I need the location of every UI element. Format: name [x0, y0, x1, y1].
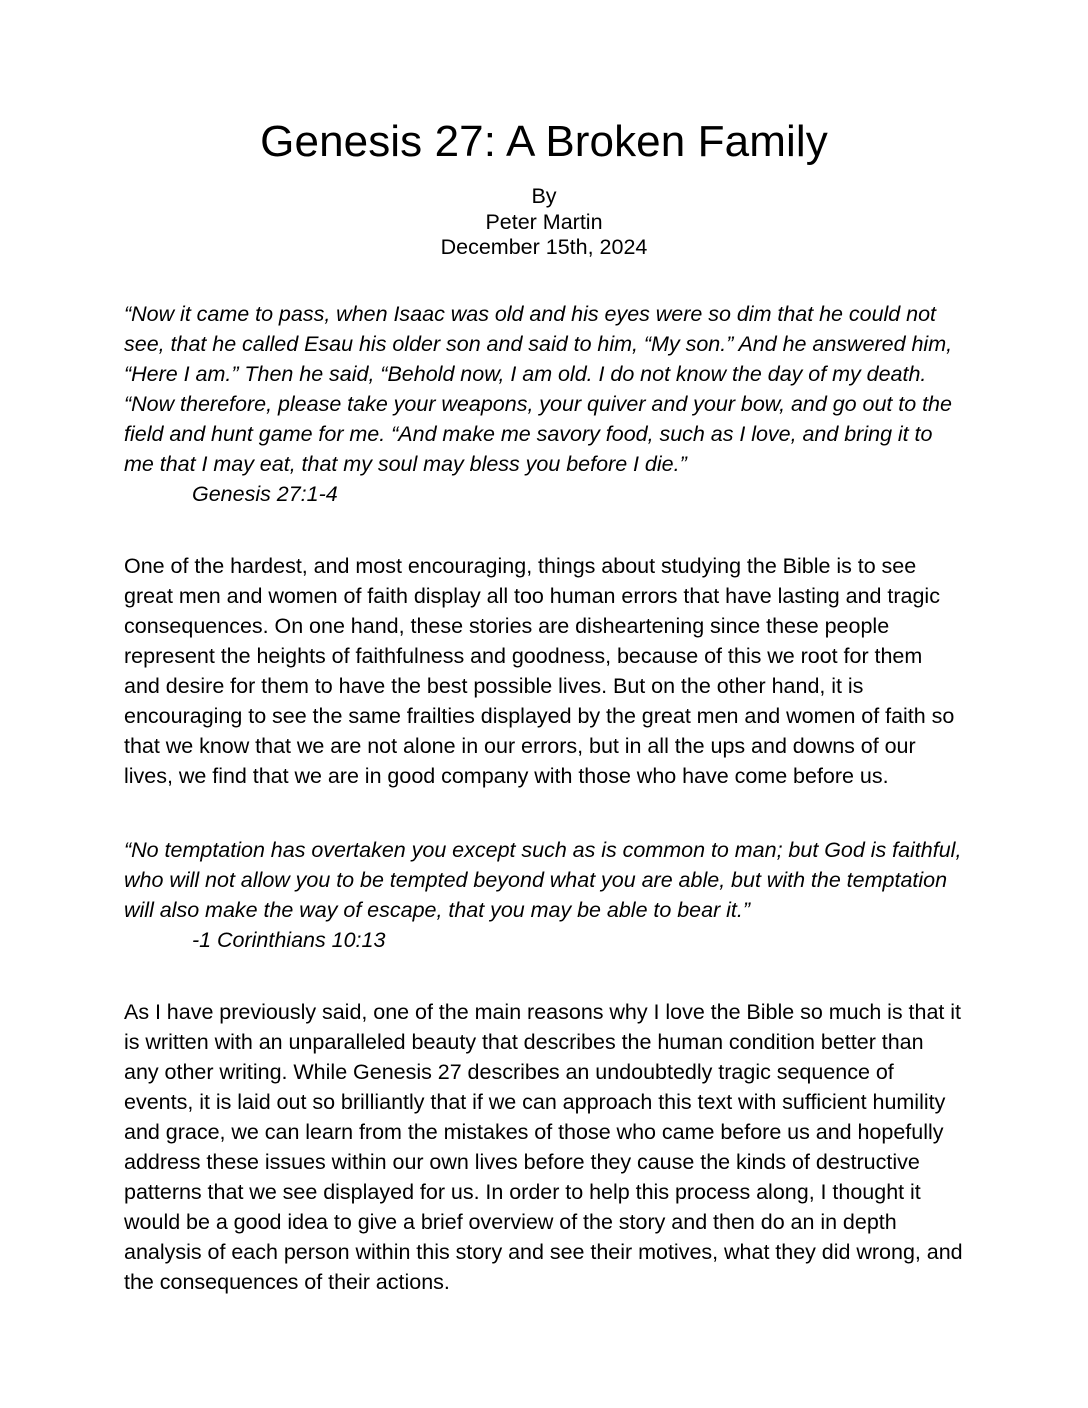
scripture-quote-genesis [124, 299, 964, 509]
byline-line-by: By [531, 184, 557, 208]
scripture-quote-corinthians-text: “No temptation has overtaken you except such as is common to man; but God is faithful, who will not allow you to be tempted beyond what you are able, but with the temptation will also make the way of escape, that you may be able to bear it.” [124, 837, 962, 922]
page-title: Genesis 27: A Broken Family [260, 117, 828, 166]
byline-author: Peter Martin [485, 209, 603, 234]
body-paragraph-1-text: One of the hardest, and most encouraging, things about studying the Bible is to see great men and women of faith display all too human errors that have lasting and tragic consequences. On one hand, these stories are disheartening since these people represent the heights of faithfulness and goodness, because of this we root for them and desire for them to have the best possible lives. But on the other hand, it is encouraging to see the same frailties displayed by the great men and women of faith so that we know that we are not alone in our errors, but in all the ups and downs of our lives, we find that we are in good company with those who have come before us. [124, 553, 955, 788]
scripture-quote-genesis-text: “Now it came to pass, when Isaac was old and his eyes were so dim that he could not see, that he called Esau his older son and said to him, “My son.” And he answered him, “Here I am.” Then he said, “Behold now, I am old. I do not know the day of my death. “Now therefore, please take your weapons, your quiver and your bow, and go out to the field and hunt game for me. “And make me savory food, such as I love, and bring it to me that I may eat, that my soul may bless you before I die.” [124, 301, 953, 476]
byline-date: December 15th, 2024 [440, 235, 648, 259]
scripture-quote-corinthians-citation: -1 Corinthians 10:13 [192, 927, 386, 952]
scripture-quote-genesis-citation: Genesis 27:1-4 [192, 481, 338, 506]
document-content [124, 0, 964, 1297]
body-paragraph-2 [124, 997, 964, 1297]
byline [124, 184, 964, 261]
scripture-quote-corinthians [124, 835, 964, 955]
body-paragraph-1 [124, 551, 964, 791]
body-paragraph-2-text: As I have previously said, one of the main reasons why I love the Bible so much is that it is written with an unparalleled beauty that describes the human condition better than any other writing. While Genesis 27 describes an undoubtedly tragic sequence of events, it is laid out so brilliantly that if we can approach this text with sufficient humility and grace, we can learn from the mistakes of those who came before us and hopefully address these issues within our own lives before they cause the kinds of destructive patterns that we see displayed for us. In order to help this process along, I thought it would be a good idea to give a brief overview of the story and then do an in depth analysis of each person within this story and see their motives, what they did wrong, and the consequences of their actions. [124, 999, 963, 1294]
